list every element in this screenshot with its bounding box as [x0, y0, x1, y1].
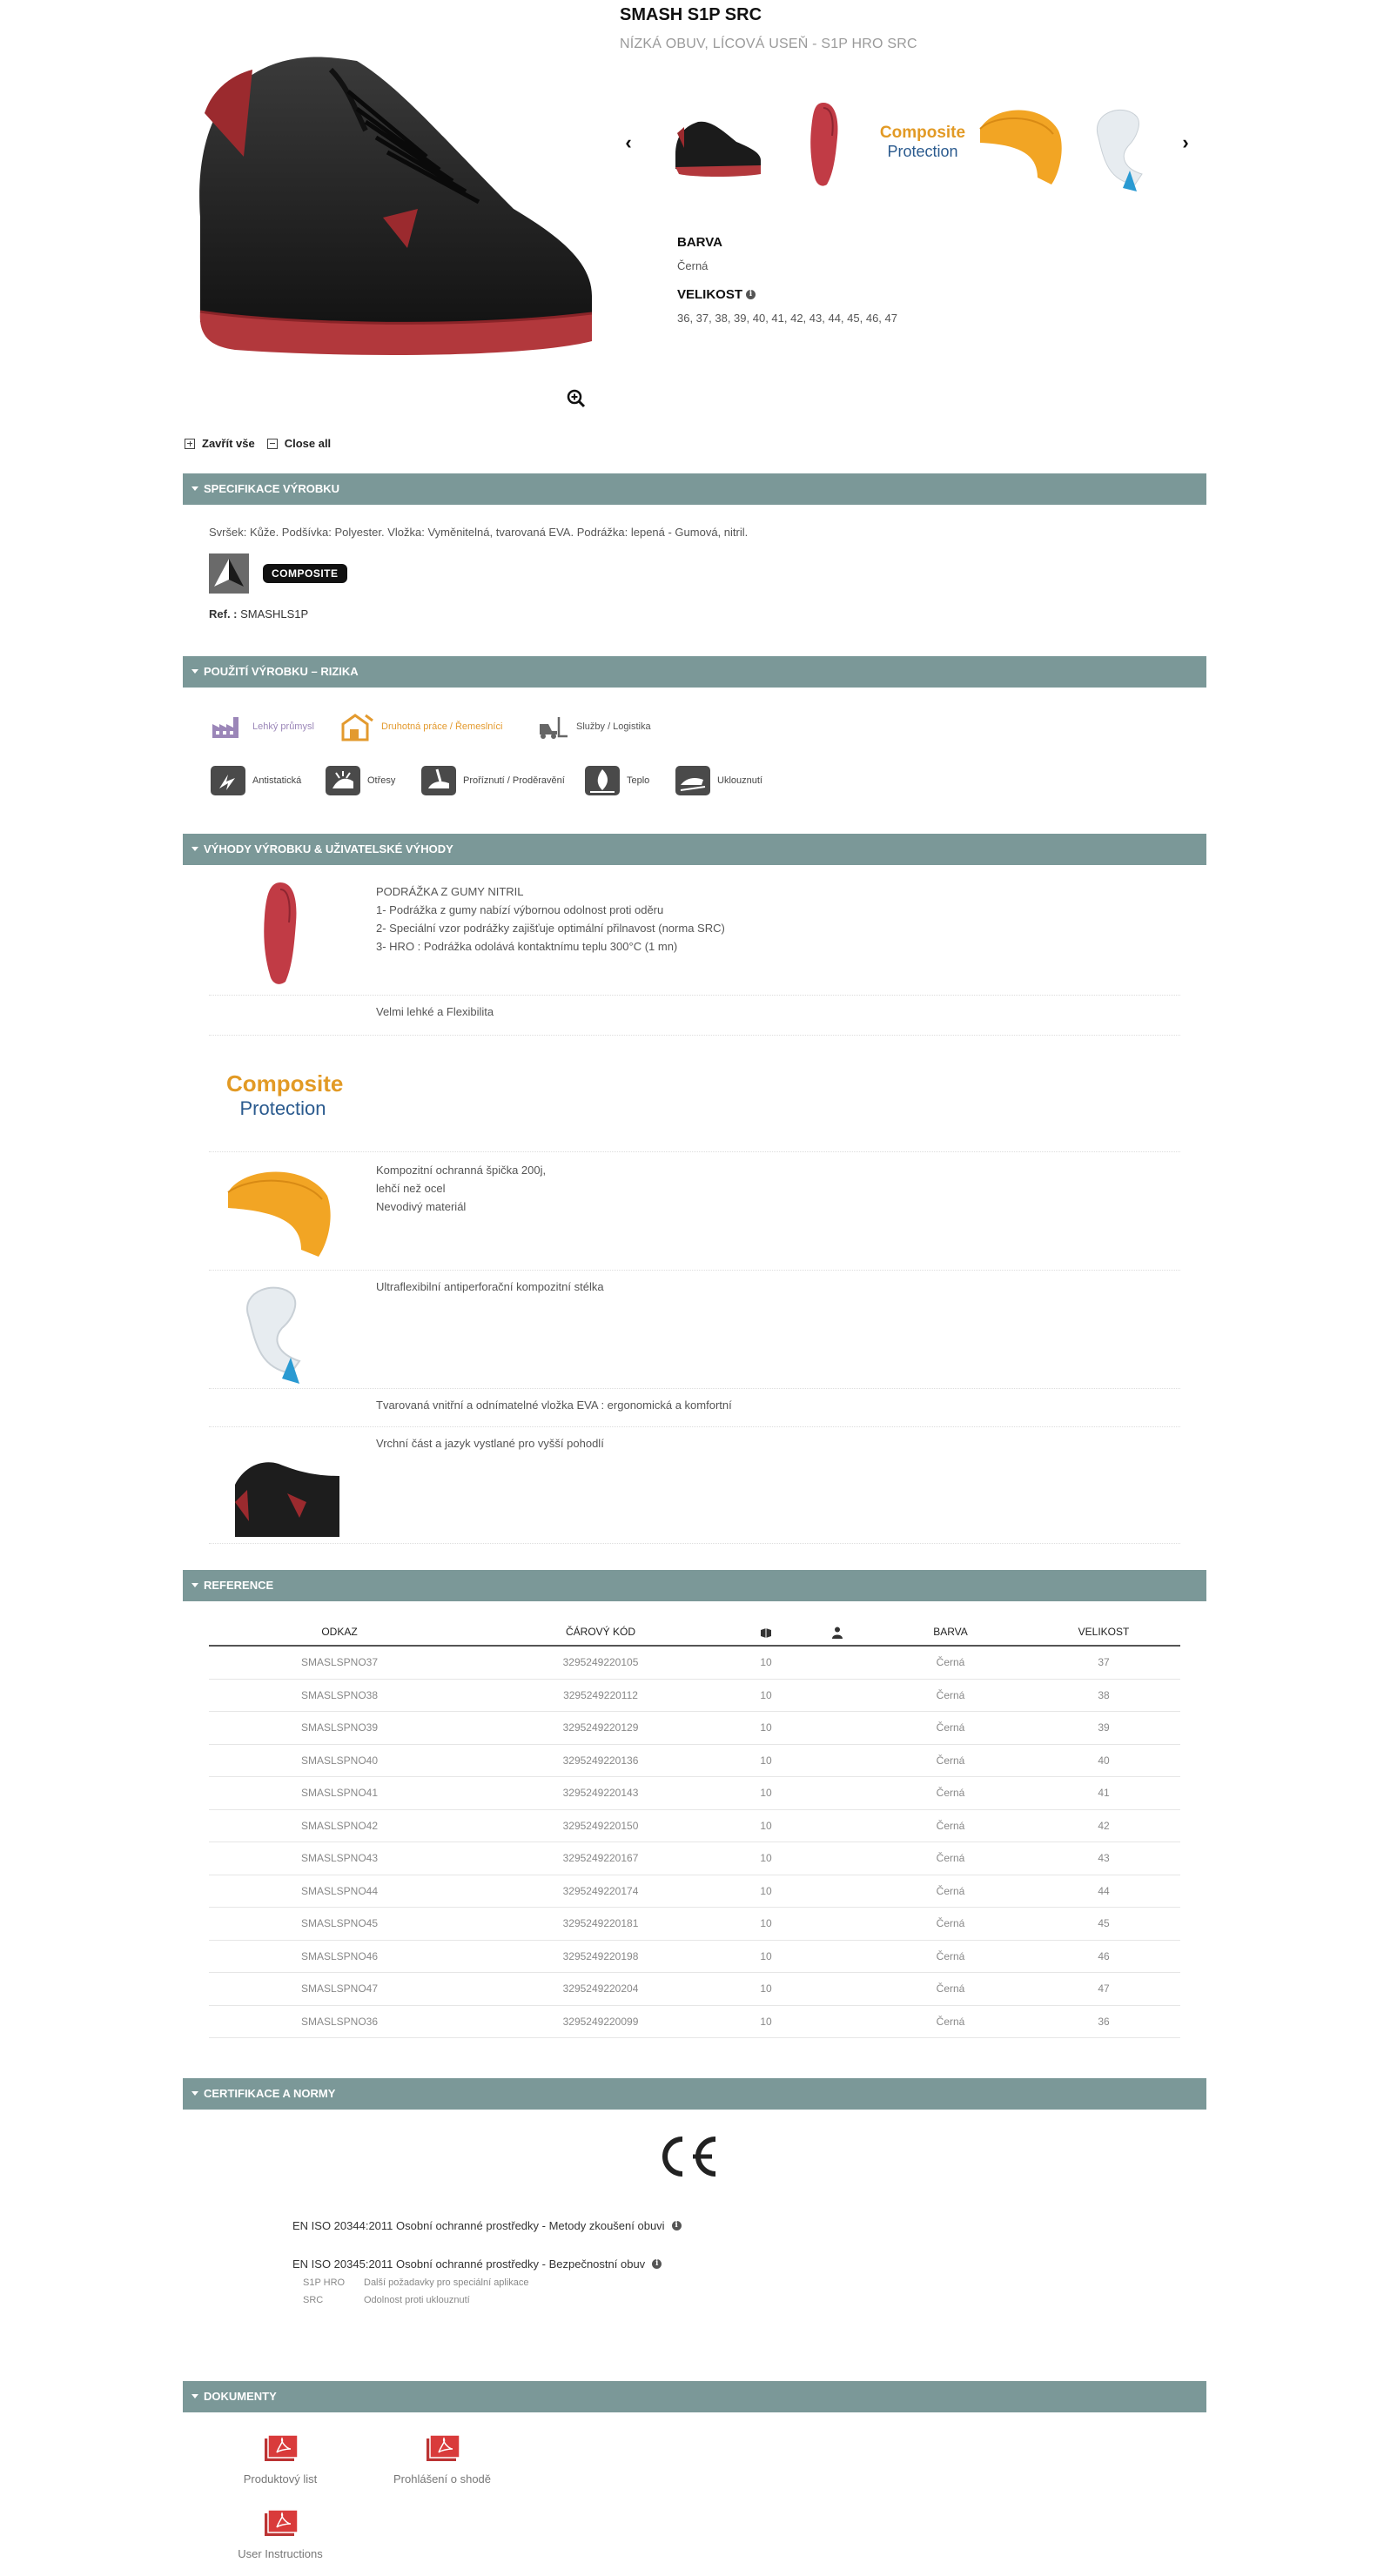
- ref-label: Ref. :: [209, 607, 238, 621]
- info-icon[interactable]: i: [672, 2221, 682, 2231]
- table-cell: Černá: [936, 1787, 965, 1799]
- size-values: 36, 37, 38, 39, 40, 41, 42, 43, 44, 45, 46, 47: [677, 312, 897, 325]
- usage-label: Proříznutí / Proděravění: [463, 775, 565, 786]
- composite-logo-text: Composite: [226, 1070, 344, 1097]
- benefit-line: Kompozitní ochranná špička 200j,: [376, 1164, 547, 1177]
- table-cell: SMASLSPNO37: [300, 1656, 379, 1668]
- caret-down-icon: [191, 2091, 198, 2096]
- table-cell: Černá: [936, 1852, 965, 1864]
- section-header-docs[interactable]: [183, 2381, 1206, 2412]
- col-header-ref: ODKAZ: [321, 1626, 358, 1638]
- pdf-icon: [263, 2508, 298, 2538]
- table-row: [209, 1647, 1180, 1680]
- sub-code: S1P HRO: [303, 2277, 346, 2288]
- product-title: SMASH S1P SRC: [620, 5, 762, 24]
- table-row: [209, 2006, 1180, 2039]
- section-title-usage: POUŽITÍ VÝROBKU – RIZIKA: [204, 665, 359, 678]
- table-body: [209, 1647, 1180, 2038]
- table-cell: 10: [760, 1787, 772, 1799]
- table-cell: Černá: [936, 1656, 965, 1668]
- benefit-line: Nevodivý materiál: [376, 1200, 467, 1213]
- table-cell: [801, 1973, 874, 2005]
- thumbnail-insole[interactable]: [1072, 94, 1173, 195]
- section-header-spec[interactable]: [183, 473, 1206, 505]
- sub-text: Odolnost proti uklouznutí: [364, 2295, 470, 2305]
- table-cell: [801, 1842, 874, 1875]
- table-cell: [801, 1680, 874, 1712]
- table-cell: 3295249220198: [562, 1949, 639, 1962]
- benefit-row-eva: [209, 1389, 1180, 1427]
- color-value: Černá: [677, 259, 709, 272]
- document-product-sheet[interactable]: [211, 2433, 350, 2485]
- table-cell: Černá: [936, 1754, 965, 1767]
- table-cell: 44: [1098, 1884, 1110, 1897]
- document-label: Prohlášení o shodě: [393, 2472, 492, 2485]
- ref-value: SMASHLS1P: [240, 607, 309, 621]
- table-cell: 45: [1098, 1917, 1110, 1929]
- table-cell: Černá: [936, 1721, 965, 1734]
- table-cell: 39: [1098, 1721, 1110, 1734]
- document-declaration[interactable]: [373, 2433, 512, 2485]
- norm-20344: [292, 2219, 682, 2232]
- protection-logo-text: Protection: [239, 1097, 326, 1119]
- box-icon: [760, 1627, 772, 1638]
- table-cell: [801, 1712, 874, 1744]
- usage-label: Uklouznutí: [717, 775, 762, 786]
- table-cell: SMASLSPNO47: [300, 1982, 379, 1995]
- shock-absorption-icon: [326, 766, 360, 795]
- table-cell: 3295249220112: [563, 1688, 638, 1701]
- table-row: [209, 1875, 1180, 1909]
- slip-icon: [675, 766, 710, 795]
- thumbnail-protection-text: Protection: [887, 143, 958, 160]
- table-cell: [801, 1777, 874, 1809]
- benefit-row-padding: [209, 1427, 1180, 1544]
- thumbnail-composite-protection[interactable]: [872, 94, 973, 195]
- usage-puncture: [421, 766, 565, 795]
- table-cell: 3295249220105: [562, 1656, 639, 1668]
- table-cell: 46: [1098, 1949, 1110, 1962]
- section-title-benefits: VÝHODY VÝROBKU & UŽIVATELSKÉ VÝHODY: [204, 842, 453, 855]
- table-cell: [801, 1875, 874, 1908]
- document-label: Produktový list: [243, 2472, 318, 2485]
- usage-logistics: [534, 712, 651, 741]
- table-cell: SMASLSPNO40: [300, 1754, 379, 1767]
- col-header-barcode: ČÁROVÝ KÓD: [565, 1626, 635, 1638]
- table-cell: 47: [1098, 1982, 1110, 1995]
- section-header-usage[interactable]: [183, 656, 1206, 688]
- collapse-all-icon[interactable]: [267, 439, 278, 449]
- table-cell: [801, 2006, 874, 2038]
- pdf-icon: [425, 2433, 460, 2463]
- benefit-text-insole: Ultraflexibilní antiperforační kompozitní stélka: [376, 1280, 604, 1293]
- sub-text: Další požadavky pro speciální aplikace: [364, 2277, 529, 2288]
- table-cell: 10: [760, 1819, 772, 1832]
- usage-label: Teplo: [627, 775, 650, 786]
- caret-down-icon: [191, 847, 198, 851]
- heat-icon: [585, 766, 620, 795]
- benefit-line: PODRÁŽKA Z GUMY NITRIL: [376, 885, 524, 898]
- table-cell: 10: [760, 2015, 772, 2028]
- thumbnail-carousel: [620, 94, 1194, 195]
- zoom-icon[interactable]: [566, 388, 587, 409]
- table-cell: 3295249220181: [562, 1917, 639, 1929]
- table-cell: [801, 1647, 874, 1679]
- benefit-line: 2- Speciální vzor podrážky zajišťuje optimální přilnavost (norma SRC): [376, 922, 725, 935]
- caret-down-icon: [191, 486, 198, 491]
- composite-protection-logo: [226, 1070, 344, 1120]
- col-header-size: VELIKOST: [1078, 1626, 1130, 1638]
- table-row: [209, 1745, 1180, 1778]
- table-cell: SMASLSPNO43: [300, 1852, 379, 1864]
- section-title-docs: DOKUMENTY: [204, 2390, 277, 2403]
- benefit-row-light: [209, 996, 1180, 1036]
- table-cell: 10: [760, 1884, 772, 1897]
- caret-down-icon: [191, 2394, 198, 2398]
- table-cell: SMASLSPNO41: [300, 1787, 379, 1799]
- usage-label: Otřesy: [367, 775, 396, 786]
- table-cell: SMASLSPNO44: [300, 1884, 379, 1897]
- col-header-person: [801, 1617, 874, 1645]
- table-cell: 43: [1098, 1852, 1110, 1864]
- benefit-row-toecap: [209, 1152, 1180, 1271]
- table-cell: [801, 1941, 874, 1973]
- caret-down-icon: [191, 1583, 198, 1587]
- usage-shock: [326, 766, 395, 795]
- usage-slip: [675, 766, 762, 795]
- norm-text: EN ISO 20345:2011 Osobní ochranné prostředky - Bezpečnostní obuv: [292, 2257, 646, 2271]
- ref-line: [209, 607, 308, 621]
- section-title-certs: CERTIFIKACE A NORMY: [204, 2087, 336, 2100]
- house-tools-icon: [339, 712, 374, 741]
- expand-all-link[interactable]: Zavřít vše: [202, 437, 255, 450]
- table-cell: SMASLSPNO39: [300, 1721, 379, 1734]
- table-cell: 40: [1098, 1754, 1110, 1767]
- table-cell: 42: [1098, 1819, 1110, 1832]
- table-row: [209, 1973, 1180, 2006]
- collapse-all-link[interactable]: Close all: [284, 437, 332, 450]
- table-row: [209, 1777, 1180, 1810]
- benefit-line: 1- Podrážka z gumy nabízí výbornou odolnost proti oděru: [376, 903, 664, 916]
- reference-table: [209, 1617, 1180, 2038]
- table-row: [209, 1908, 1180, 1941]
- table-cell: 3295249220150: [562, 1819, 639, 1832]
- document-label: User Instructions: [238, 2547, 323, 2560]
- table-cell: 10: [760, 1917, 772, 1929]
- benefit-line: 3- HRO : Podrážka odolává kontaktnímu teplu 300°C (1 mn): [376, 940, 678, 953]
- table-cell: 37: [1098, 1656, 1110, 1668]
- usage-label: Druhotná práce / Řemeslníci: [381, 721, 503, 732]
- sub-code: SRC: [303, 2295, 324, 2305]
- section-title-reference: REFERENCE: [204, 1579, 274, 1592]
- size-label: VELIKOST: [677, 287, 743, 302]
- toecap-image: [223, 1161, 336, 1264]
- table-cell: 10: [760, 1721, 772, 1734]
- table-cell: Černá: [936, 1949, 965, 1962]
- benefit-text-padding: Vrchní část a jazyk vystlané pro vyšší pohodlí: [376, 1437, 604, 1450]
- norm-20345: [292, 2257, 662, 2271]
- factory-icon: [211, 712, 245, 741]
- table-cell: 41: [1098, 1787, 1110, 1799]
- antistatic-icon: [211, 766, 245, 795]
- table-cell: 10: [760, 1982, 772, 1995]
- table-cell: 10: [760, 1754, 772, 1767]
- table-cell: 3295249220143: [562, 1787, 639, 1799]
- table-cell: SMASLSPNO42: [300, 1819, 379, 1832]
- benefit-line: lehčí než ocel: [376, 1182, 446, 1195]
- section-header-benefits[interactable]: [183, 834, 1206, 865]
- usage-craftsmen: [339, 712, 502, 741]
- pdf-icon: [263, 2433, 298, 2463]
- spec-description: Svršek: Kůže. Podšívka: Polyester. Vložka: Vyměnitelná, tvarovaná EVA. Podrážka: lepená - Gumová, nitril.: [209, 526, 749, 539]
- section-header-reference[interactable]: [183, 1570, 1206, 1601]
- table-cell: 3295249220129: [562, 1721, 639, 1734]
- caret-down-icon: [191, 669, 198, 674]
- table-cell: 3295249220167: [562, 1852, 639, 1864]
- thumbnail-composite-text: Composite: [879, 124, 966, 142]
- usage-heat: [585, 766, 649, 795]
- col-header-box: [731, 1617, 801, 1645]
- benefit-text-eva: Tvarovaná vnitřní a odnímatelné vložka EVA : ergonomická a komfortní: [376, 1399, 732, 1412]
- table-row: [209, 1941, 1180, 1974]
- table-cell: 3295249220136: [562, 1754, 639, 1767]
- composite-badge: COMPOSITE: [263, 564, 347, 583]
- benefit-text-sole: [376, 882, 725, 956]
- col-header-color: BARVA: [933, 1626, 968, 1638]
- benefit-row-insole: [209, 1271, 1180, 1389]
- table-row: [209, 1842, 1180, 1875]
- benefit-row-composite: [209, 1036, 1180, 1152]
- carousel-next-button[interactable]: ›: [1182, 131, 1189, 153]
- info-icon[interactable]: i: [746, 290, 756, 299]
- delta-plus-logo-icon: [209, 553, 249, 594]
- table-cell: 10: [760, 1949, 772, 1962]
- expand-collapse-controls: [185, 437, 331, 450]
- forklift-icon: [534, 712, 569, 741]
- document-user-instructions[interactable]: [211, 2508, 350, 2560]
- info-icon[interactable]: i: [652, 2259, 662, 2269]
- table-cell: 38: [1098, 1688, 1110, 1701]
- table-cell: 10: [760, 1688, 772, 1701]
- table-cell: [801, 1745, 874, 1777]
- table-cell: 3295249220099: [562, 2015, 639, 2028]
- sole-image: [252, 879, 305, 989]
- product-subtitle: NÍZKÁ OBUV, LÍCOVÁ USEŇ - S1P HRO SRC: [620, 37, 917, 51]
- usage-label: Antistatická: [252, 775, 302, 786]
- ce-mark-icon: [653, 2130, 722, 2183]
- table-cell: Černá: [936, 1819, 965, 1832]
- usage-label: Lehký průmysl: [252, 721, 314, 732]
- table-cell: Černá: [936, 1688, 965, 1701]
- person-icon: [832, 1627, 843, 1639]
- table-cell: 10: [760, 1656, 772, 1668]
- color-label: BARVA: [677, 235, 722, 250]
- insole-image: [230, 1274, 331, 1385]
- table-cell: Černá: [936, 2015, 965, 2028]
- puncture-icon: [421, 766, 456, 795]
- table-cell: 10: [760, 1852, 772, 1864]
- table-cell: SMASLSPNO45: [300, 1917, 379, 1929]
- benefit-text-light: Velmi lehké a Flexibilita: [376, 1005, 494, 1018]
- product-main-image[interactable]: [183, 35, 601, 392]
- table-cell: SMASLSPNO36: [300, 2015, 379, 2028]
- size-label-row: [677, 287, 756, 302]
- usage-antistatic: [211, 766, 301, 795]
- benefit-text-toecap: [376, 1161, 546, 1216]
- section-header-certs[interactable]: [183, 2078, 1206, 2110]
- table-cell: SMASLSPNO38: [300, 1688, 379, 1701]
- table-cell: 3295249220174: [562, 1884, 639, 1897]
- table-cell: 3295249220204: [562, 1982, 639, 1995]
- table-header: [209, 1617, 1180, 1647]
- thumbnail-toecap[interactable]: [968, 94, 1069, 195]
- table-cell: [801, 1810, 874, 1842]
- table-cell: Černá: [936, 1884, 965, 1897]
- carousel-prev-button[interactable]: ‹: [625, 131, 632, 153]
- usage-label: Služby / Logistika: [576, 721, 651, 732]
- table-row: [209, 1810, 1180, 1843]
- table-row: [209, 1712, 1180, 1745]
- norm-text: EN ISO 20344:2011 Osobní ochranné prostředky - Metody zkoušení obuvi: [292, 2219, 665, 2232]
- usage-light-industry: [211, 712, 314, 741]
- table-cell: Černá: [936, 1982, 965, 1995]
- expand-all-icon[interactable]: [185, 439, 195, 449]
- shoe-collar-image: [226, 1441, 339, 1537]
- table-cell: Černá: [936, 1917, 965, 1929]
- table-cell: [801, 1908, 874, 1940]
- thumbnail-shoe[interactable]: [668, 94, 769, 195]
- thumbnail-sole[interactable]: [773, 94, 874, 195]
- table-cell: 36: [1098, 2015, 1110, 2028]
- section-title-spec: SPECIFIKACE VÝROBKU: [204, 482, 340, 495]
- table-cell: SMASLSPNO46: [300, 1949, 379, 1962]
- benefit-row-sole: [209, 874, 1180, 996]
- table-row: [209, 1680, 1180, 1713]
